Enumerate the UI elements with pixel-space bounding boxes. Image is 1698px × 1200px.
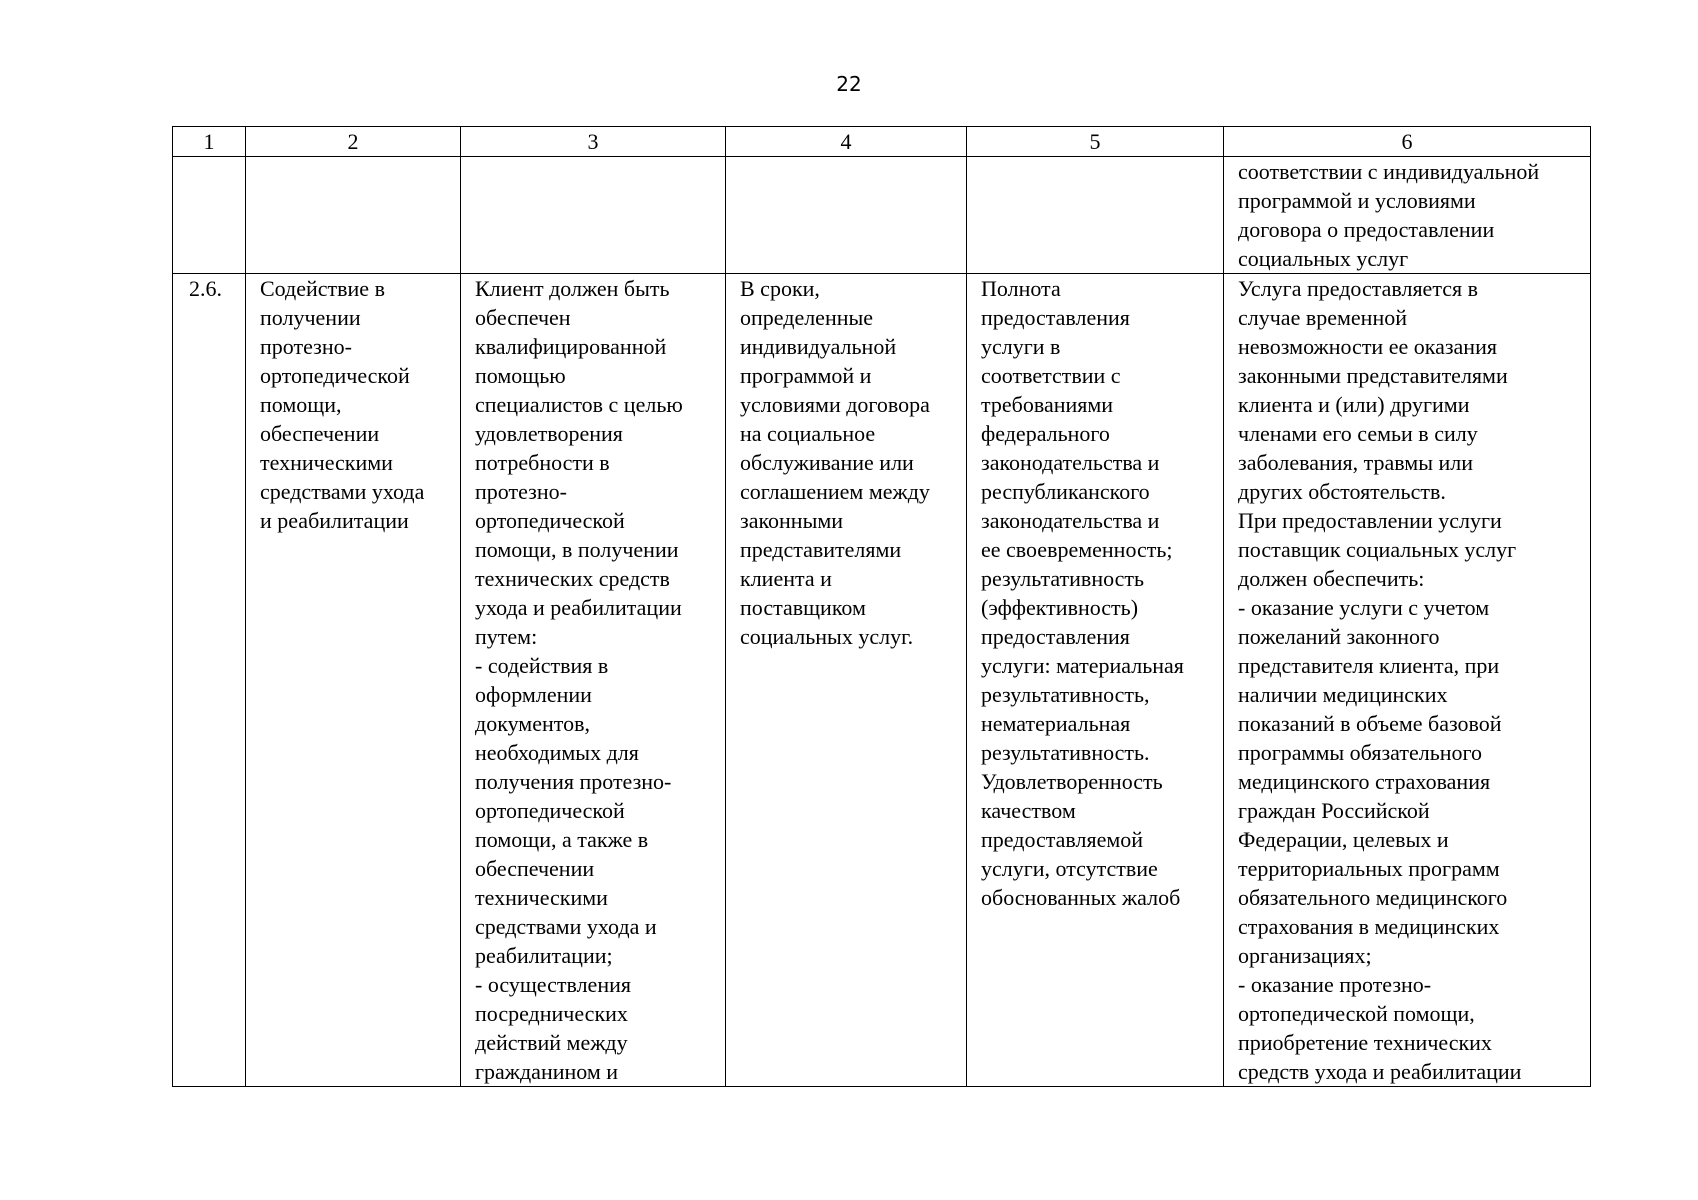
service-description-cell: Клиент должен быть обеспечен квалифицированной помощью специалистов с целью удовлетворения потребности в протезно- ортопедической помощи, в получении технических средств ухода и реабилитации путем: - содействия в оформлении документов, необходимых для получения протезно- ортопедической помощи, а также в обеспечении техническими средствами ухода и реабилитации; - осуществления посреднических действий между гражданином и [461,274,726,1087]
column-number-5: 5 [967,127,1224,157]
quality-indicators-cell: Полнота предоставления услуги в соответствии с требованиями федерального законодательства и республиканского законодательства и ее своевременность; результативность (эффективность) предоставления услуги: материальная результативность, нематериальная результативность. Удовлетворенность качеством предоставляемой услуги, отсутствие обоснованных жалоб [967,274,1224,1087]
continuation-cell-3 [461,157,726,274]
continuation-cell-4 [726,157,967,274]
page-number: 22 [836,72,862,96]
column-number-3: 3 [461,127,726,157]
column-number-2: 2 [246,127,461,157]
service-conditions-cell: Услуга предоставляется в случае временной невозможности ее оказания законными представителями клиента и (или) другими членами его семьи в силу заболевания, травмы или других обстоятельств. При предоставлении услуги поставщик социальных услуг должен обеспечить: - оказание услуги с учетом пожеланий законного представителя клиента, при наличии медицинских показаний в объеме базовой программы обязательного медицинского страхования граждан Российской Федерации, целевых и территориальных программ обязательного медицинского страхования в медицинских организациях; - оказание протезно- ортопедической помощи, приобретение технических средств ухода и реабилитации [1224,274,1591,1087]
column-number-1: 1 [173,127,246,157]
continuation-row [173,157,1591,274]
column-number-row [173,127,1591,157]
continuation-cell-5 [967,157,1224,274]
service-terms-cell: В сроки, определенные индивидуальной программой и условиями договора на социальное обслуживание или соглашением между законными представителями клиента и поставщиком социальных услуг. [726,274,967,1087]
continuation-cell-1 [173,157,246,274]
services-table [172,126,1591,1087]
column-number-4: 4 [726,127,967,157]
continuation-cell-2 [246,157,461,274]
service-name-cell: Содействие в получении протезно- ортопедической помощи, обеспечении техническими средствами ухода и реабилитации [246,274,461,1087]
continuation-cell-6: соответствии с индивидуальной программой и условиями договора о предоставлении социальных услуг [1224,157,1591,274]
column-number-6: 6 [1224,127,1591,157]
row-number: 2.6. [173,274,246,1087]
table-row [173,274,1591,1087]
